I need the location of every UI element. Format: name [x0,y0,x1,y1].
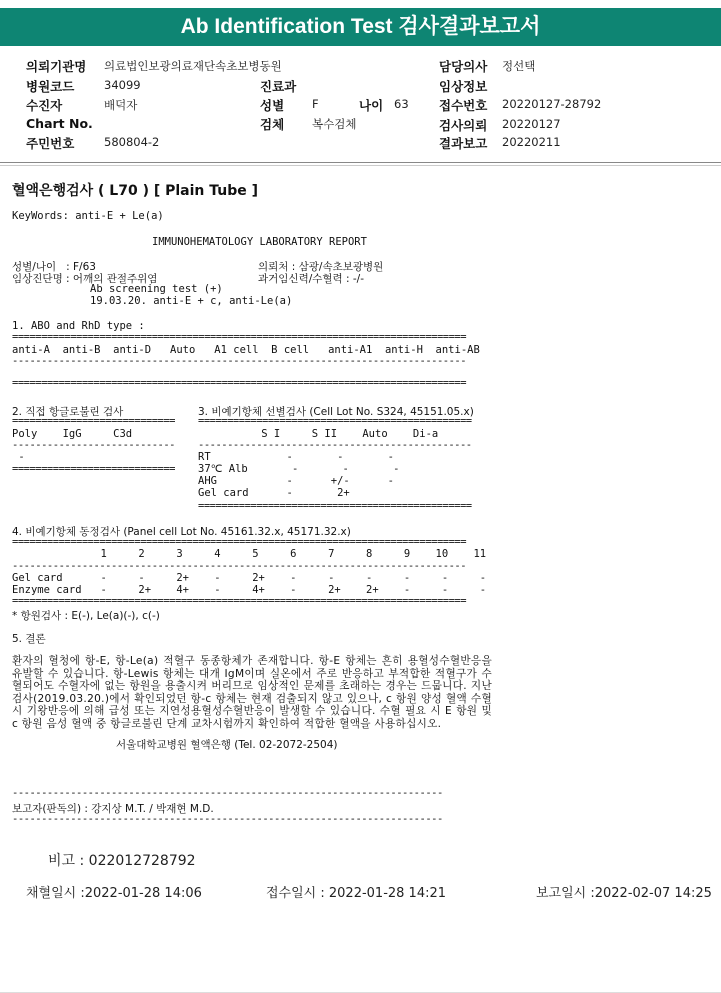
screen-row: Gel card - 2+ [198,487,350,499]
keywords: KeyWords: anti-E + Le(a) [12,210,164,222]
panel-enzyme-row: Enzyme card - 2+ 4+ - 4+ - 2+ 2+ - - - [12,584,487,596]
separator: =============================================== [198,503,472,509]
institution-value: 의료법인보광의료재단속초보병동원 [104,59,282,73]
separator: ------------------------------------------------------------------------------ [12,563,467,569]
separator: ============================ [12,466,176,472]
section-title: 혈액은행검사 ( L70 ) [ Plain Tube ] [12,183,259,199]
abo-headers: anti-A anti-B anti-D Auto A1 cell B cell anti-A1 anti-H anti-AB [12,344,480,356]
age-value: 63 [394,97,409,111]
dept-label: 진료과 [260,79,297,94]
request-label: 검사의뢰 [439,118,488,133]
screen-row: 37℃ Alb - - - [198,463,400,475]
remark: 비고 : 022012728792 [48,853,196,869]
receipt-no-value: 20220127-28792 [502,97,602,111]
specimen-value: 복수검체 [312,117,357,131]
screen-headers: S I S II Auto Di-a [198,428,439,440]
hospital-code-label: 병원코드 [26,79,75,94]
doctor-value: 정선택 [502,59,536,73]
chart-label: Chart No. [26,116,93,131]
screen-title: 3. 비예기항체 선별검사 (Cell Lot No. S324, 45151.05.x) [198,406,474,418]
screen-row: RT - - - [198,451,394,463]
separator: ============================================================================== [12,334,467,340]
report-title: Ab Identification Test 검사결과보고서 [0,8,721,46]
reporter: 보고자(판독의) : 강지상 M.T. / 박재현 M.D. [12,803,214,815]
receipt-datetime: 접수일시 : 2022-01-28 14:21 [266,886,447,901]
conclusion-title: 5. 결론 [12,633,46,645]
report-value: 20220211 [502,135,561,149]
history-line: 과거임신력/수혈력 : -/- [258,273,365,285]
institution-label: 의뢰기관명 [26,59,87,74]
request-value: 20220127 [502,117,561,131]
panel-title: 4. 비예기항체 동정검사 (Panel cell Lot No. 45161.32.x, 45171.32.x) [12,526,351,538]
conclusion-text: 환자의 혈청에 항-E, 항-Le(a) 적혈구 동종항체가 존재합니다. 항-E 항체는 흔히 용혈성수혈반응을 유발할 수 있습니다. 항-Lewis 항체는 대개 IgM이며 실온에서 주로 반응하고 부적합한 적혈구가 수혈되어도 수혈자에 없는 항원을 용출시켜 버리므로 임상적인 문제를 초래하는 경우는 드뭅니다. 지난 검사(2019.03.20.)에서 확인되었던 항-c 항체는 현재 검출되지 않고 있으나, c 항원 양성 혈액 수혈 시 기왕반응에 의해 급성 또는 지연성용혈성수혈반응이 발생할 수 있습니다. 수혈 필요 시 E 항원 및 c 항원 음성 혈액 중 항글로불린 단계 교차시험까지 확인하여 적합한 혈액을 사용하십시오. [12,655,492,730]
report-datetime: 보고일시 :2022-02-07 14:25 [536,886,712,901]
screen-row: AHG - +/- - [198,475,394,487]
lab-report-title: IMMUNOHEMATOLOGY LABORATORY REPORT [152,236,367,248]
report-label: 결과보고 [439,136,488,151]
separator: ============================================================================== [12,380,467,386]
clinical-label: 임상정보 [439,79,488,94]
collection-datetime: 채혈일시 :2022-01-28 14:06 [26,886,202,901]
separator: -------------------------------------------------------------------------- [12,816,443,822]
id-label: 주민번호 [26,136,75,151]
patient-value: 배덕자 [104,98,138,112]
panel-cell-numbers: 1 2 3 4 5 6 7 8 9 10 11 [12,548,487,560]
antigen-test: * 항원검사 : E(-), Le(a)(-), c(-) [12,610,160,622]
header-divider [0,162,721,163]
separator: -------------------------------------------------------------------------- [12,790,443,796]
receipt-no-label: 접수번호 [439,98,488,113]
sex-value: F [312,97,319,111]
panel-gel-row: Gel card - - 2+ - 2+ - - - - - - [12,572,487,584]
header-divider-2 [0,165,721,166]
age-label: 나이 [359,98,384,113]
id-value: 580804-2 [104,135,160,149]
doctor-label: 담당의사 [439,59,488,74]
dat-title: 2. 직접 항글로불린 검사 [12,406,124,418]
abo-title: 1. ABO and RhD type : [12,320,145,332]
hospital-code-value: 34099 [104,78,141,92]
separator: ============================ [12,418,176,424]
sex-age-line: 성별/나이 : F/63 [12,261,96,273]
diagnosis-line: 임상진단명 : 어깨의 관절주위염 [12,273,158,285]
note-line-1: Ab screening test (+) [90,283,223,295]
separator: ---------------------------- [12,442,176,448]
separator: =============================================== [198,418,472,424]
separator: ----------------------------------------------- [198,442,472,448]
separator: ============================================================================== [12,539,467,545]
dat-values: - [12,451,25,463]
sex-label: 성별 [260,98,285,113]
specimen-label: 검체 [260,117,285,132]
blood-bank-contact: 서울대학교병원 혈액은행 (Tel. 02-2072-2504) [116,739,338,751]
dat-headers: Poly IgG C3d [12,428,133,440]
note-line-2: 19.03.20. anti-E + c, anti-Le(a) [90,295,293,307]
requester-line: 의뢰처 : 삼광/속초보광병원 [258,261,384,273]
separator: ------------------------------------------------------------------------------ [12,358,467,364]
patient-label: 수진자 [26,98,63,113]
separator: ============================================================================== [12,598,467,604]
